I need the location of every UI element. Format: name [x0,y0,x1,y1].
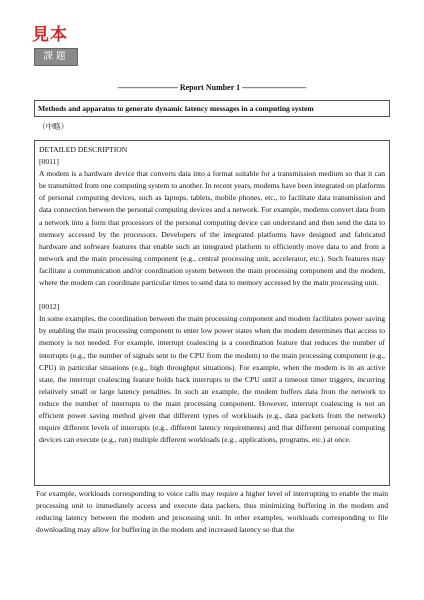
paragraph-number-0012: [0012] [39,302,60,312]
title-box [34,100,390,117]
sample-label: 見本 [32,25,68,45]
paragraph-0012: In some examples, the coordination between the main processing component and modem facilitates power saving by enabling the main processing component to enter low power states when the modem determines that access to memory is not needed. For example, interrupt coalescing is a coordination feature that reduces the number of interrupts (e.g., the number of signals sent to the CPU from the modem) to the main processing component (e.g., CPU) in particular situations (e.g., high throughput situations). For example, when the modem is in an active state, the interrupt coalescing feature holds back interrupts to the CPU until a timeout timer triggers, incurring relatively small or large latency penalties. In such an example, the modem buffers data from the network to reduce the number of interrupts to the main processing component. However, interrupt coalescing is not an efficient power saving method given that different types of workloads (e.g., data packets from the network) require different levels of interrupts (e.g., different latency requirements) and that different personal computing devices can execute (e.g., run) multiple different workloads (e.g., applications, programs, etc.) at once. [39,314,385,445]
report-heading: ––––––––––––––– Report Number 1 –––––––––––––––– [117,83,307,92]
paragraph-gap [35,289,389,301]
paragraph-number-0011: [0011] [39,157,59,167]
description-box [34,140,390,486]
topic-badge: 課題 [34,48,78,66]
paragraph-0011: A modem is a hardware device that converts data into a format suitable for a transmission medium so that it can be transmitted from one computing system to another. In recent years, modems have been integrated on platforms of personal computing devices, such as laptops, tablets, mobile phones, etc., to facilitate data transmission and data connection between the personal computing devices and a network. For example, modems convert data from a network into a form that processors of the personal computing device can understand and then send the data to memory accessed by the processors. Developers of the integrated platforms have designed and fabricated hardware and software features that enable such an integrated platform to efficiently move data to and from a network and the main processing component (e.g., central processing unit, accelerator, etc.). Such features may facilitate a communication and/or coordination system between the main processing component and the modem, where the modem can coordinate particular times to send data to memory accessed by the main processing unit. [39,169,385,288]
omitted-note: （中略） [38,122,69,131]
continuation-text-block [34,488,390,536]
description-heading: DETAILED DESCRIPTION [39,145,128,154]
continuation-paragraph: For example, workloads corresponding to voice calls may require a higher level of interrupting to enable the main processing unit to immediately access and execute data packets, thus minimizing buffering in the modem and reducing latency between the modem and processing unit. In other examples, workloads corresponding to file downloading may allow for buffering in the modem and increased latency so that the [36,489,388,535]
document-title: Methods and apparatus to generate dynamic latency messages in a computing system [38,104,314,113]
